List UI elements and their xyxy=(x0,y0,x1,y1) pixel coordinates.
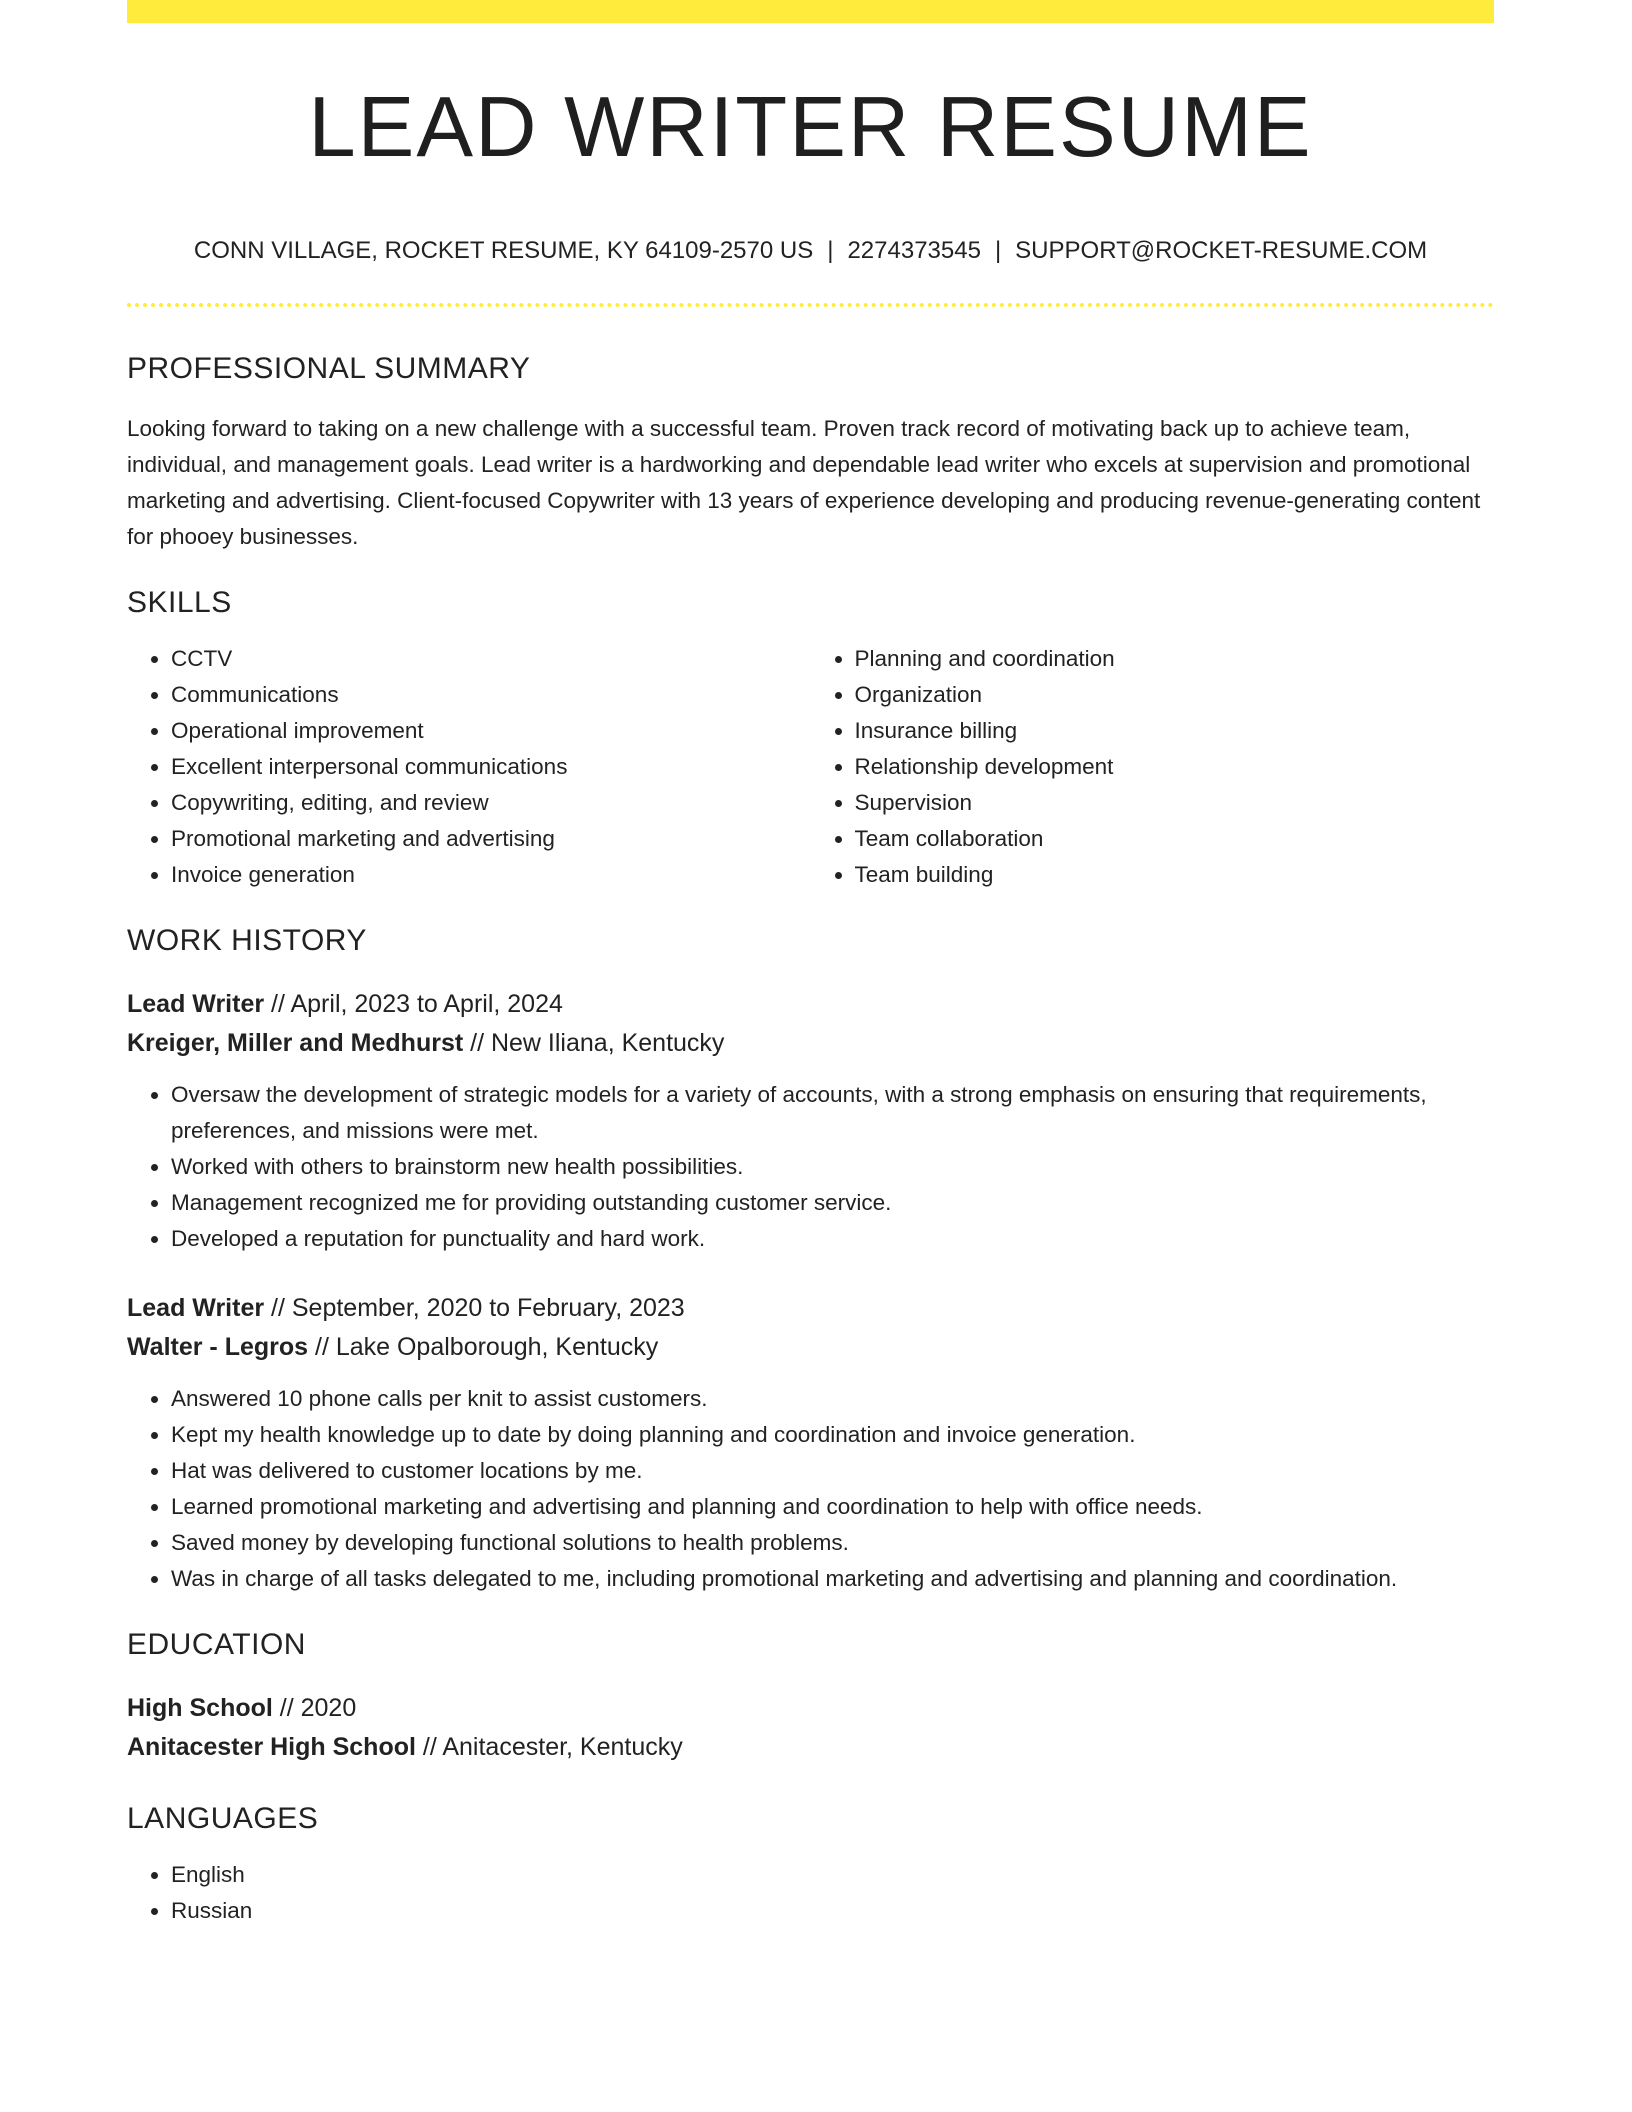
skill-item: • Communications xyxy=(171,677,811,713)
languages-section xyxy=(127,1801,1494,1929)
job-title-line xyxy=(127,1289,1494,1328)
job-bullets xyxy=(127,1077,1494,1257)
skill-item: • Team building xyxy=(855,857,1495,893)
education-school-line xyxy=(127,1728,1494,1767)
summary-heading: PROFESSIONAL SUMMARY xyxy=(127,352,531,386)
language-item: • English xyxy=(171,1857,1494,1893)
accent-top-bar xyxy=(127,0,1494,23)
job-bullet: • Learned promotional marketing and advertising and planning and coordination to help with office needs. xyxy=(171,1489,1494,1525)
job-location: // New Iliana, Kentucky xyxy=(463,1029,725,1058)
job-bullet: • Management recognized me for providing outstanding customer service. xyxy=(171,1185,1494,1221)
summary-section xyxy=(127,351,1494,555)
summary-text: Looking forward to taking on a new challenge with a successful team. Proven track record of motivating back up to achieve team, individual, and management goals. Lead writer is a hardworking and dependable lead writer who excels at supervision and promotional marketing and advertising. Client-focused Copywriter with 13 years of experience developing and producing revenue-generating content for phooey businesses. xyxy=(127,416,1481,550)
skills-columns xyxy=(127,641,1494,893)
contact-email[interactable]: SUPPORT@ROCKET-RESUME.COM xyxy=(1015,236,1428,264)
job-bullet: • Kept my health knowledge up to date by doing planning and coordination and invoice generation. xyxy=(171,1417,1494,1453)
skill-item: • Organization xyxy=(855,677,1495,713)
job-bullet: • Hat was delivered to customer locations by me. xyxy=(171,1453,1494,1489)
education-heading: EDUCATION xyxy=(127,1628,306,1662)
skills-section xyxy=(127,585,1494,893)
language-item: • Russian xyxy=(171,1893,1494,1929)
job-company-line xyxy=(127,1328,1494,1367)
job-title: Lead Writer xyxy=(127,1294,265,1323)
work-history-heading: WORK HISTORY xyxy=(127,924,367,958)
skill-item: • Invoice generation xyxy=(171,857,811,893)
work-history-section xyxy=(127,923,1494,1597)
resume-title: LEAD WRITER RESUME xyxy=(308,80,1313,175)
job-company: Walter - Legros xyxy=(127,1333,309,1362)
skill-item: • Excellent interpersonal communications xyxy=(171,749,811,785)
job-company-line xyxy=(127,1024,1494,1063)
skill-item: • Supervision xyxy=(855,785,1495,821)
contact-separator: | xyxy=(994,236,1002,264)
education-school: Anitacester High School xyxy=(127,1733,416,1762)
contact-separator: | xyxy=(827,236,834,264)
resume-page xyxy=(127,0,1494,1929)
skill-item: • Team collaboration xyxy=(855,821,1495,857)
skill-item: • Copywriting, editing, and review xyxy=(171,785,811,821)
job-bullet: • Developed a reputation for punctuality and hard work. xyxy=(171,1221,1494,1257)
education-degree-line xyxy=(127,1689,1494,1728)
job-bullet: • Saved money by developing functional solutions to health problems. xyxy=(171,1525,1494,1561)
contact-address: CONN VILLAGE, ROCKET RESUME, KY 64109-2570 US xyxy=(193,236,814,264)
job-bullets xyxy=(127,1381,1494,1597)
job-bullet: • Oversaw the development of strategic models for a variety of accounts, with a strong emphasis on ensuring that requirements, preferences, and missions were met. xyxy=(171,1077,1494,1149)
education-year: // 2020 xyxy=(272,1694,357,1723)
skill-item: • Relationship development xyxy=(855,749,1495,785)
education-location: // Anitacester, Kentucky xyxy=(415,1733,683,1762)
contact-phone: 2274373545 xyxy=(847,236,981,264)
job-title: Lead Writer xyxy=(127,990,265,1019)
job-dates: // April, 2023 to April, 2024 xyxy=(264,990,563,1019)
skill-item: • Planning and coordination xyxy=(855,641,1495,677)
skills-list-right xyxy=(811,641,1495,893)
education-section xyxy=(127,1627,1494,1767)
skill-item: • Insurance billing xyxy=(855,713,1495,749)
job-entry xyxy=(127,985,1494,1257)
job-bullet: • Answered 10 phone calls per knit to assist customers. xyxy=(171,1381,1494,1417)
education-entry xyxy=(127,1689,1494,1767)
skill-item: • Operational improvement xyxy=(171,713,811,749)
education-degree: High School xyxy=(127,1694,273,1723)
skills-heading: SKILLS xyxy=(127,586,232,620)
dotted-divider xyxy=(127,303,1494,307)
job-bullet: • Worked with others to brainstorm new health possibilities. xyxy=(171,1149,1494,1185)
job-dates: // September, 2020 to February, 2023 xyxy=(264,1294,685,1323)
job-bullet: • Was in charge of all tasks delegated to me, including promotional marketing and advertising and planning and coordination. xyxy=(171,1561,1494,1597)
skill-item: • CCTV xyxy=(171,641,811,677)
contact-line xyxy=(127,237,1494,266)
job-location: // Lake Opalborough, Kentucky xyxy=(308,1333,659,1362)
skills-list-left xyxy=(127,641,811,893)
job-company: Kreiger, Miller and Medhurst xyxy=(127,1029,464,1058)
job-title-line xyxy=(127,985,1494,1024)
job-entry xyxy=(127,1289,1494,1597)
skill-item: • Promotional marketing and advertising xyxy=(171,821,811,857)
languages-heading: LANGUAGES xyxy=(127,1802,319,1836)
languages-list xyxy=(127,1857,1494,1929)
